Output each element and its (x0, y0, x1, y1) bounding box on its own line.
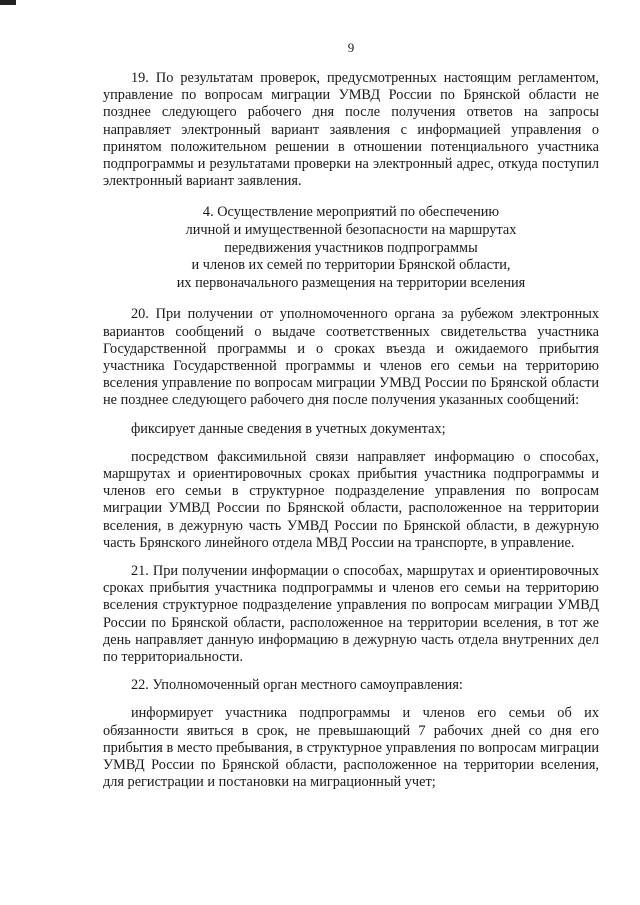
section-heading-line: 4. Осуществление мероприятий по обеспечению (202, 204, 500, 221)
page-number: 9 (347, 40, 355, 55)
paragraph-19: 19. По результатам проверок, предусмотренных настоящим регламентом, управление по вопросам миграции УМВД России по Брянской области не позднее следующего рабочего дня после получения ответов на запросы направляет электронный вариант заявления с информацией управления о принятом положительном решении в отношении потенциального участника подпрограммы и результатами проверки на электронный адрес, откуда поступил электронный вариант заявления. (103, 70, 599, 190)
scan-edge-mark (0, 0, 16, 5)
paragraph-21: 21. При получении информации о способах, маршрутах и ориентировочных сроках прибытия участника подпрограммы и членов его семьи на территорию вселения структурное подразделение управления по вопросам миграции УМВД России по Брянской области, расположенное на территории вселения, в тот же день направляет данную информацию в дежурную часть отдела внутренних дел по территориальности. (103, 563, 599, 666)
document-body (103, 70, 599, 791)
paragraph-22: 22. Уполномоченный орган местного самоуправления: (131, 677, 463, 694)
section-heading-line: передвижения участников подпрограммы (224, 239, 478, 256)
paragraph-20-item-record: фиксирует данные сведения в учетных документах; (131, 420, 446, 437)
section-heading-line: их первоначального размещения на территории вселения (176, 274, 526, 291)
paragraph-20: 20. При получении от уполномоченного органа за рубежом электронных вариантов сообщений о выдаче соответственных свидетельства участника Государственной программы и о сроках въезда и ожидаемого прибытия участника Государственной программы и членов его семьи на территорию вселения управление по вопросам миграции УМВД России по Брянской области не позднее следующего рабочего дня после получения указанных сообщений: (103, 306, 599, 409)
section-heading-line: личной и имущественной безопасности на маршрутах (185, 222, 517, 239)
paragraph-22-item-inform: информирует участника подпрограммы и членов его семьи об их обязанности явиться в срок, не превышающий 7 рабочих дней со дня его прибытия в место пребывания, в структурное управления по вопросам миграции УМВД России по Брянской области, расположенное на территории вселения, для регистрации и постановки на миграционный учет; (103, 705, 599, 791)
section-4-heading (103, 204, 599, 292)
section-heading-line: и членов их семей по территории Брянской области, (191, 257, 511, 274)
paragraph-20-item-fax: посредством факсимильной связи направляет информацию о способах, маршрутах и ориентировочных сроках прибытия участника подпрограммы и членов его семьи в структурное подразделение управления по вопросам миграции УМВД России по Брянской области, расположенное на территории вселения, в дежурную часть УМВД России по Брянской области, в дежурную часть Брянского линейного отдела МВД России на транспорте, в управление. (103, 448, 599, 551)
